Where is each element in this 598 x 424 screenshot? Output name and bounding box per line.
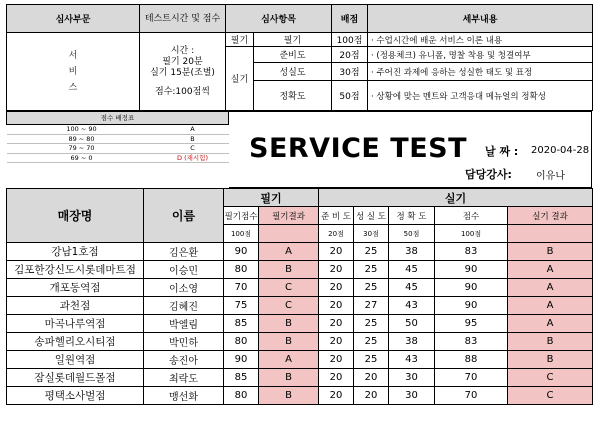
date-label: 날 짜 : xyxy=(485,145,519,158)
store-cell: 김포한강신도시롯데마트점 xyxy=(7,261,144,279)
practical-score-cell: 95 xyxy=(435,315,508,333)
practical-item-prep: 준비도 xyxy=(254,47,332,63)
practical-item-sincerity: 성실도 xyxy=(254,63,332,81)
name-cell: 박엘림 xyxy=(144,315,224,333)
prep-cell: 20 xyxy=(319,333,354,351)
practical-points-prep: 20점 xyxy=(332,47,368,63)
criteria-table xyxy=(6,4,593,111)
prep-cell: 20 xyxy=(319,279,354,297)
sincerity-cell: 20 xyxy=(354,369,389,387)
time-label: 시간 : xyxy=(170,45,195,56)
practical-type: 실기 xyxy=(226,47,254,111)
time-practical: 실기 15분(조별) xyxy=(150,67,215,78)
accuracy-cell: 30 xyxy=(389,369,435,387)
grade-scale-table xyxy=(6,111,229,163)
written-detail: · 수업시간에 배운 서비스 이론 내용 xyxy=(368,33,593,47)
practical-result-cell: C xyxy=(508,369,593,387)
sincerity-cell: 25 xyxy=(354,243,389,261)
col-accuracy: 정 확 도 xyxy=(389,207,435,225)
header-details: 세부내용 xyxy=(368,5,593,33)
prep-cell: 20 xyxy=(319,261,354,279)
name-cell: 김혜진 xyxy=(144,297,224,315)
table-row xyxy=(7,369,593,387)
practical-detail-prep: · (정용체크) 유니폼, 명찰 착용 및 청결여부 xyxy=(368,47,593,63)
col-written-score: 필기점수 xyxy=(224,207,259,225)
store-cell: 마곡나루역점 xyxy=(7,315,144,333)
written-score-cell: 80 xyxy=(224,387,259,405)
written-score-cell: 75 xyxy=(224,297,259,315)
grade-scale-title: 점수 배정표 xyxy=(7,112,229,125)
service-char-2: 비 xyxy=(68,66,78,77)
sincerity-cell: 25 xyxy=(354,333,389,351)
table-row xyxy=(7,315,593,333)
written-result-cell: B xyxy=(259,387,319,405)
practical-result-cell: A xyxy=(508,315,593,333)
practical-score-cell: 70 xyxy=(435,369,508,387)
grade-letter-retest: D (재시험) xyxy=(157,153,229,163)
written-result-cell: A xyxy=(259,351,319,369)
name-cell: 이소영 xyxy=(144,279,224,297)
prep-cell: 20 xyxy=(319,369,354,387)
practical-header: 실기 xyxy=(319,189,593,207)
practical-score-cell: 70 xyxy=(435,387,508,405)
store-cell: 평택소사벌점 xyxy=(7,387,144,405)
store-cell: 개포동역점 xyxy=(7,279,144,297)
max-sincerity: 30점 xyxy=(354,225,389,243)
accuracy-cell: 43 xyxy=(389,351,435,369)
written-score-cell: 85 xyxy=(224,369,259,387)
accuracy-cell: 30 xyxy=(389,387,435,405)
written-result-cell: C xyxy=(259,297,319,315)
name-cell: 김은환 xyxy=(144,243,224,261)
header-points: 배점 xyxy=(332,5,368,33)
date-value: 2020-04-28 xyxy=(531,145,590,156)
max-accuracy: 50점 xyxy=(389,225,435,243)
name-cell: 이승민 xyxy=(144,261,224,279)
store-cell: 잠실롯데월드몰점 xyxy=(7,369,144,387)
practical-points-sincerity: 30점 xyxy=(332,63,368,81)
max-written-result xyxy=(259,225,319,243)
practical-detail-sincerity: · 주어진 과제에 응하는 성실한 태도 및 표정 xyxy=(368,63,593,81)
written-score-cell: 85 xyxy=(224,315,259,333)
table-row xyxy=(7,351,593,369)
practical-score-cell: 90 xyxy=(435,297,508,315)
sincerity-cell: 25 xyxy=(354,351,389,369)
written-score-cell: 90 xyxy=(224,351,259,369)
practical-result-cell: A xyxy=(508,261,593,279)
col-prep: 준 비 도 xyxy=(319,207,354,225)
service-char-3: 스 xyxy=(68,82,78,93)
sincerity-cell: 25 xyxy=(354,279,389,297)
practical-result-cell: B xyxy=(508,243,593,261)
col-practical-score: 점수 xyxy=(435,207,508,225)
grade-range: 100 ~ 90 xyxy=(7,125,157,135)
written-result-cell: B xyxy=(259,261,319,279)
page-title: SERVICE TEST xyxy=(249,133,468,164)
practical-result-cell: B xyxy=(508,333,593,351)
header-category: 심사부문 xyxy=(7,5,140,33)
sincerity-cell: 27 xyxy=(354,297,389,315)
written-header: 필기 xyxy=(224,189,319,207)
practical-score-cell: 90 xyxy=(435,279,508,297)
prep-cell: 20 xyxy=(319,315,354,333)
written-score-cell: 70 xyxy=(224,279,259,297)
store-cell: 송파헬리오시티점 xyxy=(7,333,144,351)
max-practical-score: 100점 xyxy=(435,225,508,243)
accuracy-cell: 45 xyxy=(389,261,435,279)
practical-score-cell: 88 xyxy=(435,351,508,369)
written-type: 필기 xyxy=(226,33,254,47)
written-result-cell: B xyxy=(259,369,319,387)
written-item: 필기 xyxy=(254,33,332,47)
manager-label: 담당강사: xyxy=(465,168,512,181)
max-written: 100점 xyxy=(224,225,259,243)
name-cell: 박민하 xyxy=(144,333,224,351)
header-item: 심사항목 xyxy=(226,5,332,33)
written-result-cell: A xyxy=(259,243,319,261)
grade-letter: A xyxy=(157,125,229,135)
max-prep: 20점 xyxy=(319,225,354,243)
written-result-cell: B xyxy=(259,315,319,333)
col-practical-result: 실기 결과 xyxy=(508,207,593,225)
accuracy-cell: 50 xyxy=(389,315,435,333)
prep-cell: 20 xyxy=(319,243,354,261)
grade-range: 89 ~ 80 xyxy=(7,134,157,144)
grade-letter: C xyxy=(157,144,229,154)
max-practical-result xyxy=(508,225,593,243)
name-cell: 최락도 xyxy=(144,369,224,387)
practical-result-cell: A xyxy=(508,297,593,315)
store-cell: 과천점 xyxy=(7,297,144,315)
grade-range: 69 ~ 0 xyxy=(7,153,157,163)
practical-result-cell: B xyxy=(508,351,593,369)
practical-score-cell: 90 xyxy=(435,261,508,279)
practical-score-cell: 83 xyxy=(435,333,508,351)
store-header: 매장명 xyxy=(7,189,144,243)
title-area xyxy=(229,111,592,188)
accuracy-cell: 38 xyxy=(389,333,435,351)
name-cell: 송진아 xyxy=(144,351,224,369)
written-score-cell: 80 xyxy=(224,261,259,279)
practical-result-cell: C xyxy=(508,387,593,405)
practical-points-accuracy: 50점 xyxy=(332,81,368,111)
grade-letter: B xyxy=(157,134,229,144)
practical-score-cell: 83 xyxy=(435,243,508,261)
time-info-cell xyxy=(140,33,226,111)
table-row xyxy=(7,279,593,297)
header-test-time: 테스트시간 및 점수 xyxy=(140,5,226,33)
accuracy-cell: 38 xyxy=(389,243,435,261)
service-char-1: 서 xyxy=(68,50,78,61)
results-table xyxy=(6,188,593,405)
practical-result-cell: A xyxy=(508,279,593,297)
table-row xyxy=(7,261,593,279)
grade-range: 79 ~ 70 xyxy=(7,144,157,154)
written-score-cell: 80 xyxy=(224,333,259,351)
written-result-cell: B xyxy=(259,333,319,351)
col-written-result: 필기결과 xyxy=(259,207,319,225)
service-category-cell xyxy=(7,33,140,111)
practical-item-accuracy: 정확도 xyxy=(254,81,332,111)
table-row xyxy=(7,243,593,261)
table-row xyxy=(7,387,593,405)
name-cell: 맹선화 xyxy=(144,387,224,405)
sincerity-cell: 20 xyxy=(354,387,389,405)
time-written: 필기 20분 xyxy=(162,56,203,67)
accuracy-cell: 43 xyxy=(389,297,435,315)
name-header: 이름 xyxy=(144,189,224,243)
sincerity-cell: 25 xyxy=(354,315,389,333)
accuracy-cell: 45 xyxy=(389,279,435,297)
time-score: 점수:100점씩 xyxy=(155,86,210,97)
written-points: 100점 xyxy=(332,33,368,47)
store-cell: 강남1호점 xyxy=(7,243,144,261)
results-body xyxy=(7,243,593,405)
store-cell: 일원역점 xyxy=(7,351,144,369)
prep-cell: 20 xyxy=(319,297,354,315)
practical-detail-accuracy: · 상황에 맞는 멘트와 고객응대 메뉴얼의 정확성 xyxy=(368,81,593,111)
written-result-cell: C xyxy=(259,279,319,297)
sincerity-cell: 25 xyxy=(354,261,389,279)
table-row xyxy=(7,297,593,315)
table-row xyxy=(7,333,593,351)
manager-value: 이유나 xyxy=(536,171,565,182)
written-score-cell: 90 xyxy=(224,243,259,261)
prep-cell: 20 xyxy=(319,387,354,405)
col-sincerity: 성 실 도 xyxy=(354,207,389,225)
prep-cell: 20 xyxy=(319,351,354,369)
